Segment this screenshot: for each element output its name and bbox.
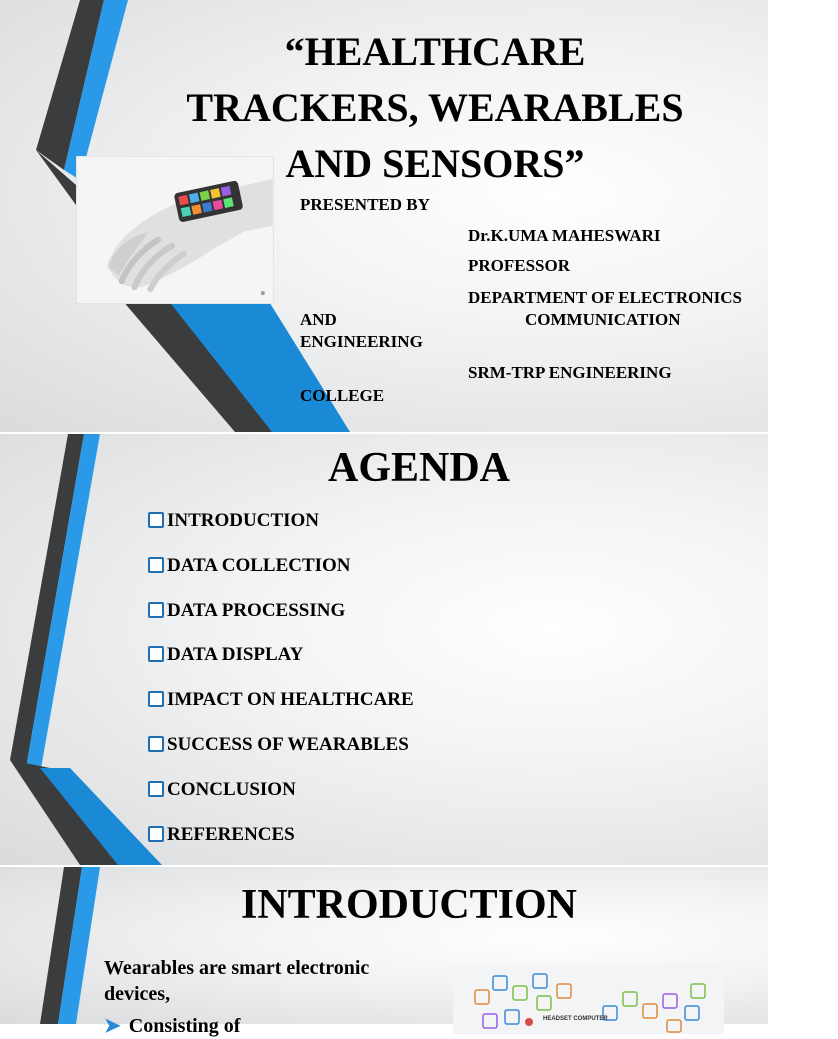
checkbox-icon	[148, 646, 164, 662]
agenda-list	[148, 509, 414, 867]
department-and: AND	[300, 310, 337, 329]
checkbox-icon	[148, 826, 164, 842]
wearable-wrist-device-photo	[76, 156, 274, 304]
presenter-role: PROFESSOR	[468, 256, 571, 275]
introduction-bullet: ➤ Consisting of	[104, 1015, 241, 1037]
headset-computer-apps-diagram	[453, 964, 724, 1034]
checkbox-icon	[148, 691, 164, 707]
presentation-title: “HEALTHCARE TRACKERS, WEARABLES AND SENSORS”	[186, 29, 684, 186]
agenda-item: INTRODUCTION	[148, 509, 414, 554]
headset-computer-caption: HEADSET COMPUTER	[543, 1016, 608, 1022]
checkbox-icon	[148, 781, 164, 797]
agenda-slide	[0, 434, 768, 865]
agenda-title: AGENDA	[327, 445, 510, 491]
checkbox-icon	[148, 602, 164, 618]
agenda-item: CONCLUSION	[148, 778, 414, 823]
agenda-item: SUCCESS OF WEARABLES	[148, 733, 414, 778]
college-name: SRM-TRP ENGINEERING	[468, 363, 672, 382]
checkbox-icon	[148, 736, 164, 752]
agenda-item: IMPACT ON HEALTHCARE	[148, 688, 414, 733]
arrow-bullet-icon: ➤	[104, 1015, 121, 1037]
agenda-item: DATA PROCESSING	[148, 599, 414, 644]
agenda-item: REFERENCES	[148, 823, 414, 868]
introduction-slide	[0, 867, 768, 1037]
title-slide	[0, 0, 768, 432]
college-name-cont: COLLEGE	[300, 386, 385, 405]
presented-by-label: PRESENTED BY	[300, 195, 430, 214]
checkbox-icon	[148, 512, 164, 528]
department-engineering: ENGINEERING	[300, 332, 423, 351]
agenda-item: DATA DISPLAY	[148, 643, 414, 688]
agenda-item: DATA COLLECTION	[148, 554, 414, 599]
introduction-text: Wearables are smart electronic devices,	[104, 957, 370, 1005]
department-communication: COMMUNICATION	[525, 310, 681, 329]
checkbox-icon	[148, 557, 164, 573]
introduction-title: INTRODUCTION	[240, 882, 578, 928]
department-line: DEPARTMENT OF ELECTRONICS	[468, 288, 742, 307]
presenter-name: Dr.K.UMA MAHESWARI	[468, 226, 661, 245]
